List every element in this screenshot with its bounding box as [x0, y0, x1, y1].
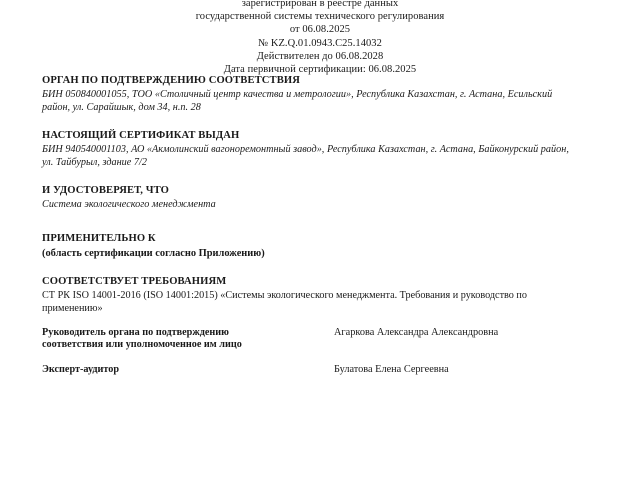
section-issued-to [42, 129, 614, 169]
section-conforms-to [42, 275, 614, 316]
section-conforms-to-standard-line1: СТ РК ISO 14001-2016 (ISO 14001:2015) «Системы экологического менеджмента. Требования и руководство по [42, 289, 527, 301]
signature-role-auditor-line1: Эксперт-аудитор [42, 363, 120, 375]
spacer [42, 212, 614, 232]
section-certifies-text: Система экологического менеджмента [42, 199, 216, 211]
header-line-date: от 06.08.2025 [289, 24, 351, 36]
signature-role-head-line2: соответствия или уполномоченное им лицо [42, 339, 242, 351]
section-applicable-to-subtitle: (область сертификации согласно Приложению) [42, 247, 265, 259]
signature-block [42, 327, 614, 378]
section-certifies [42, 184, 614, 212]
signature-role-head-line1: Руководитель органа по подтверждению [42, 327, 229, 338]
header-line-registered: зарегистрирован в реестре данных [241, 0, 399, 9]
first-certification-date: Дата первичной сертификации: 06.08.2025 [223, 64, 417, 76]
spacer [42, 352, 614, 364]
header-line-system: государственной системы технического регулирования [195, 11, 445, 23]
signature-role-auditor [42, 364, 342, 376]
signature-row-head [42, 327, 614, 352]
section-conforms-to-title: СООТВЕТСТВУЕТ ТРЕБОВАНИЯМ [42, 275, 227, 287]
section-issued-to-address-line2: ул. Тайбурыл, здание 7/2 [42, 156, 147, 168]
section-conforms-to-standard-line2: применению» [42, 302, 103, 314]
spacer [42, 260, 614, 275]
certificate-header [0, 0, 640, 76]
section-certification-body [42, 74, 614, 114]
spacer [42, 114, 614, 129]
section-applicable-to [42, 232, 614, 260]
signature-row-auditor [42, 364, 614, 378]
certificate-body [42, 74, 614, 316]
signature-name-head: Агаркова Александра Александровна [334, 327, 499, 338]
spacer [42, 169, 614, 184]
section-issued-to-title: НАСТОЯЩИЙ СЕРТИФИКАТ ВЫДАН [42, 130, 240, 142]
signature-name-auditor: Булатова Елена Сергеевна [334, 363, 449, 375]
section-certification-body-title: ОРГАН ПО ПОДТВЕРЖДЕНИЮ СООТВЕТСТВИЯ [42, 75, 300, 86]
section-issued-to-address-line1: БИН 940540001103, АО «Акмолинский вагоноремонтный завод», Республика Казахстан, г. Астана, Байконурский район, [42, 144, 569, 156]
signature-role-head [42, 327, 342, 352]
section-certification-body-address-line1: БИН 050840001055, ТОО «Столичный центр качества и метрологии», Республика Казахстан, г. Астана, Есильский [42, 89, 553, 100]
valid-until: Действителен до 06.08.2028 [256, 50, 384, 62]
certificate-number: № KZ.Q.01.0943.С25.14032 [258, 37, 382, 49]
section-certification-body-address-line2: район, ул. Сарайшык, дом 34, н.п. 28 [42, 101, 201, 113]
section-applicable-to-title: ПРИМЕНИТЕЛЬНО К [42, 232, 156, 244]
section-certifies-title: И УДОСТОВЕРЯЕТ, ЧТО [42, 185, 170, 197]
